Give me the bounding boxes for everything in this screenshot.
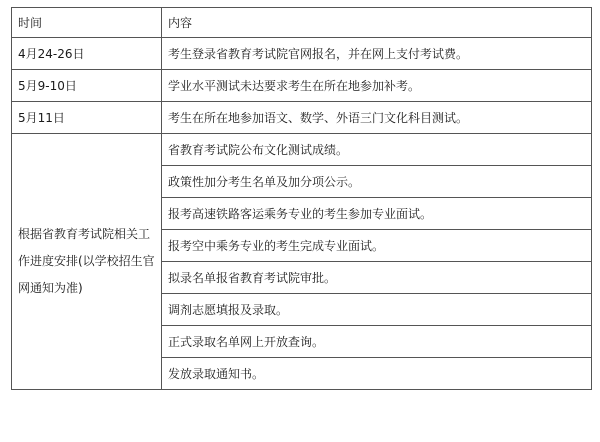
row-content: 考生登录省教育考试院官网报名，并在网上支付考试费。 — [162, 38, 592, 70]
table-row — [12, 38, 592, 70]
table-header-row — [12, 8, 592, 38]
group-item: 发放录取通知书。 — [162, 358, 592, 390]
header-content: 内容 — [162, 8, 592, 38]
row-time: 5月11日 — [12, 102, 162, 134]
row-content: 学业水平测试未达要求考生在所在地参加补考。 — [162, 70, 592, 102]
group-item: 省教育考试院公布文化测试成绩。 — [162, 134, 592, 166]
table-row — [12, 70, 592, 102]
table-row — [12, 134, 592, 166]
row-time: 4月24-26日 — [12, 38, 162, 70]
group-item: 正式录取名单网上开放查询。 — [162, 326, 592, 358]
group-item: 调剂志愿填报及录取。 — [162, 294, 592, 326]
header-time: 时间 — [12, 8, 162, 38]
group-time-cell: 根据省教育考试院相关工作进度安排(以学校招生官网通知为准) — [12, 134, 162, 390]
row-content: 考生在所在地参加语文、数学、外语三门文化科目测试。 — [162, 102, 592, 134]
group-item: 报考高速铁路客运乘务专业的考生参加专业面试。 — [162, 198, 592, 230]
table-row — [12, 102, 592, 134]
group-item: 政策性加分考生名单及加分项公示。 — [162, 166, 592, 198]
schedule-table — [11, 7, 592, 390]
group-item: 拟录名单报省教育考试院审批。 — [162, 262, 592, 294]
group-item: 报考空中乘务专业的考生完成专业面试。 — [162, 230, 592, 262]
row-time: 5月9-10日 — [12, 70, 162, 102]
